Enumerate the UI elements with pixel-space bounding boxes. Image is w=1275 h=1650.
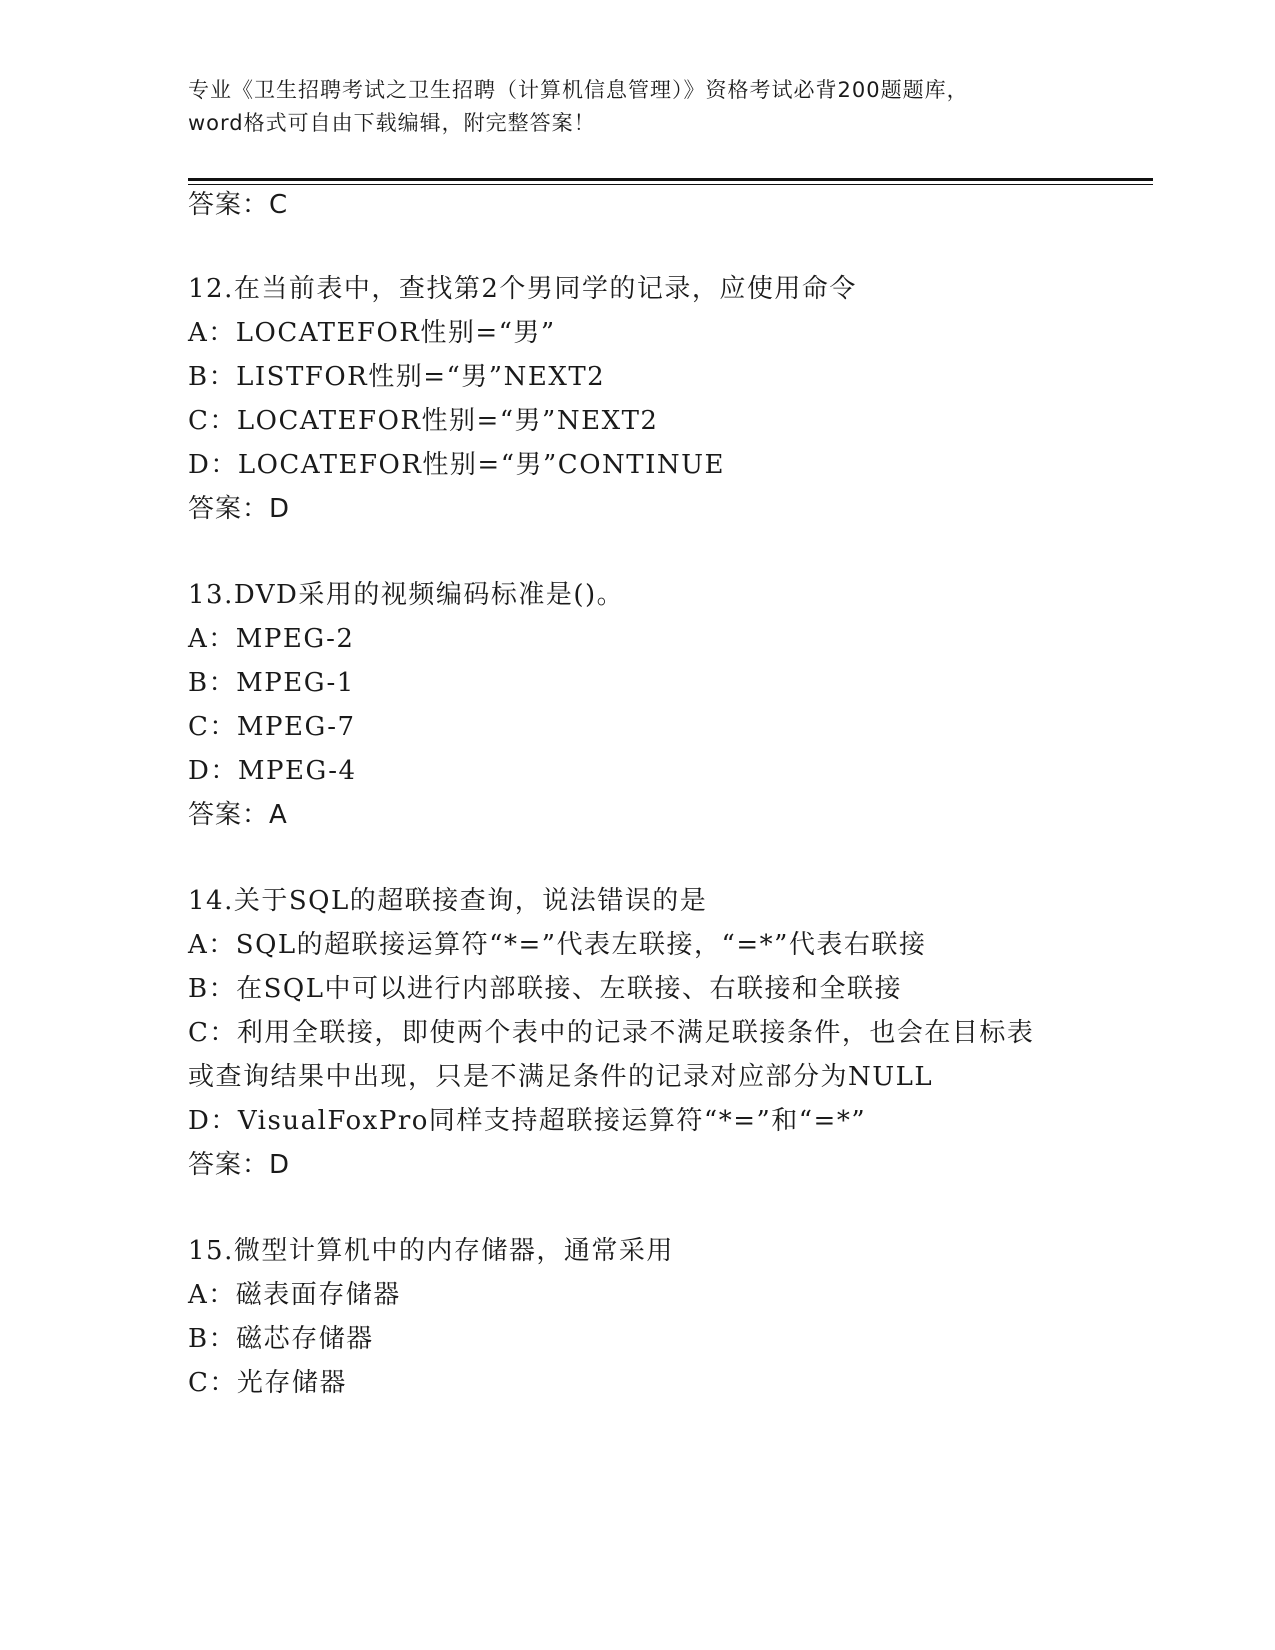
question-stem: 15.微型计算机中的内存储器，通常采用 [188, 1236, 674, 1266]
header-line-2: word格式可自由下载编辑，附完整答案！ [188, 111, 596, 135]
option-b: B：磁芯存储器 [188, 1324, 374, 1354]
answer: 答案：D [188, 494, 291, 524]
question-stem: 13.DVD采用的视频编码标准是()。 [188, 580, 625, 610]
option-d: D：MPEG-4 [188, 756, 357, 786]
option-a: A：SQL的超联接运算符“*=”代表左联接，“=*”代表右联接 [188, 930, 927, 960]
option-d: D：LOCATEFOR性别=“男”CONTINUE [188, 450, 726, 480]
option-a: A：磁表面存储器 [188, 1280, 401, 1310]
option-d: D：VisualFoxPro同样支持超联接运算符“*=”和“=*” [188, 1106, 867, 1136]
option-b: B：LISTFOR性别=“男”NEXT2 [188, 362, 606, 392]
previous-answer: 答案：C [188, 190, 289, 220]
header-divider-thick [188, 178, 1153, 181]
option-a: A：MPEG-2 [188, 624, 355, 654]
option-b: B：MPEG-1 [188, 668, 355, 698]
option-b: B：在SQL中可以进行内部联接、左联接、右联接和全联接 [188, 974, 902, 1004]
option-c: C：MPEG-7 [188, 712, 356, 742]
option-c-continued: 或查询结果中出现，只是不满足条件的记录对应部分为NULL [188, 1062, 934, 1092]
option-a: A：LOCATEFOR性别=“男” [188, 318, 556, 348]
document-header [188, 74, 1088, 140]
answer: 答案：D [188, 1150, 291, 1180]
option-c: C：利用全联接，即使两个表中的记录不满足联接条件，也会在目标表 [188, 1018, 1035, 1048]
header-line-1: 专业《卫生招聘考试之卫生招聘（计算机信息管理）》资格考试必背200题题库， [188, 78, 969, 102]
option-c: C：LOCATEFOR性别=“男”NEXT2 [188, 406, 659, 436]
question-stem: 12.在当前表中，查找第2个男同学的记录，应使用命令 [188, 274, 857, 304]
option-c: C：光存储器 [188, 1368, 347, 1398]
answer: 答案：A [188, 800, 288, 830]
header-divider-thin [188, 184, 1153, 185]
question-stem: 14.关于SQL的超联接查询，说法错误的是 [188, 886, 708, 916]
